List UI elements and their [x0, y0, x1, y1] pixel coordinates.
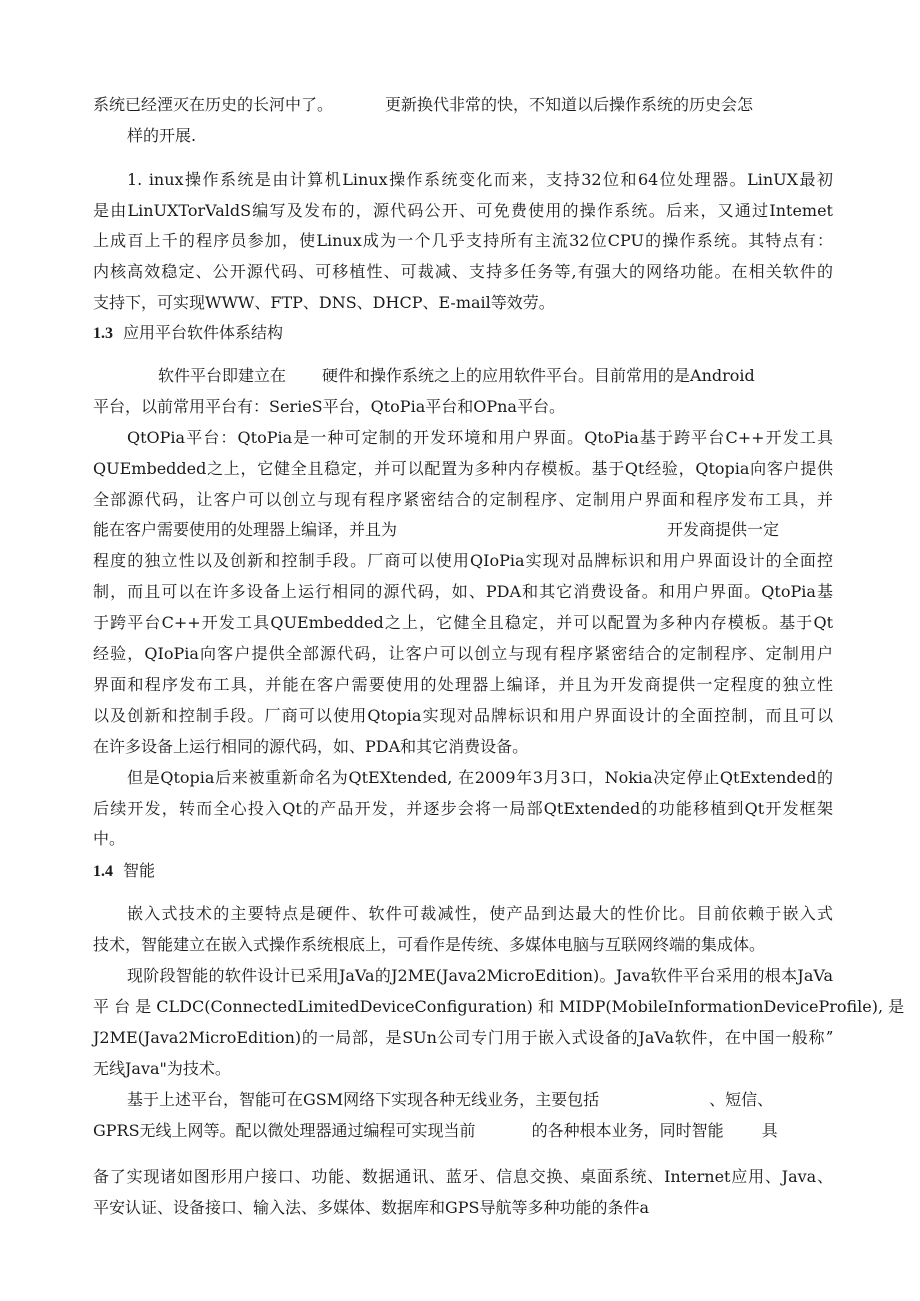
paragraph-line: 技术，智能建立在嵌入式操作系统根底上，可看作是传统、多媒体电脑与互联网终端的集成体。: [93, 935, 766, 954]
paragraph-line: 以及创新和控制手段。厂商可以使用Qtopia实现对品牌标识和用户界面设计的全面控制，而且可以: [93, 706, 833, 725]
paragraph-line: 后续开发，转而全心投入Qt的产品开发，并逐步会将一局部QtExtended的功能移植到Qt开发框架: [93, 799, 833, 818]
paragraph-line: 备了实现诸如图形用户接口、功能、数据通讯、蓝牙、信息交换、桌面系统、Internet应用、Java、: [93, 1167, 833, 1186]
paragraph-line: 程度的独立性以及创新和控制手段。厂商可以使用QIoPia实现对品牌标识和用户界面设计的全面控: [93, 551, 833, 570]
paragraph-line: 在许多设备上运行相同的源代码，如、PDA和其它消费设备。: [93, 737, 529, 756]
paragraph-line: J2ME(Java2MicroEdition)的一局部，是SUn公司专门用于嵌入式设备的JaVa软件，在中国一般称ˮ: [93, 1028, 833, 1047]
paragraph-line: 于跨平台C++开发工具QUEmbedded之上，它健全且稳定，并可以配置为多种内存模板。基于Qt: [93, 613, 833, 632]
paragraph-line: 经验，QIoPia向客户提供全部源代码，让客户可以创立与现有程序紧密结合的定制程序、定制用户: [93, 644, 833, 663]
paragraph-line: 上成百上千的程序员参加，使Linux成为一个几乎支持所有主流32位CPU的操作系统。其特点有：: [93, 231, 833, 250]
paragraph-line: 是由LinUXTorValdS编写及发布的，源代码公开、可免费使用的操作系统。后来，又通过Intemet: [93, 201, 833, 220]
section-heading-1-4: 1.4 智能: [93, 863, 156, 880]
paragraph-line: 嵌入式技术的主要特点是硬件、软件可裁减性，使产品到达最大的性价比。目前依赖于嵌入式: [127, 904, 833, 923]
paragraph-line: 样的开展.: [127, 126, 197, 145]
paragraph-line: 基于上述平台，智能可在GSM网络下实现各种无线业务，主要包括 、短信、: [127, 1090, 774, 1109]
paragraph-line: 平台，以前常用平台有：SerieS平台，QtoPia平台和OPna平台。: [93, 397, 565, 416]
paragraph-line: 系统已经湮灭在历史的长河中了。 更新换代非常的快，不知道以后操作系统的历史会怎: [93, 95, 754, 114]
paragraph-line: 平 台 是 CLDC(ConnectedLimitedDeviceConfiguration) 和 MIDP(MobileInformationDeviceProfile), 是: [93, 997, 905, 1016]
section-heading-1-3: 1.3 应用平台软件体系结构: [93, 325, 284, 342]
paragraph-line: 中。: [93, 829, 126, 848]
paragraph-line: 但是Qtopia后来被重新命名为QtEXtended, 在2009年3月3口，Nokia决定停止QtExtended的: [127, 768, 833, 787]
paragraph-line: 全部源代码，让客户可以创立与现有程序紧密结合的定制程序、定制用户界面和程序发布工具，并: [93, 490, 833, 509]
paragraph-line: 1. inux操作系统是由计算机Linux操作系统变化而来，支持32位和64位处理器。LinUX最初: [127, 170, 833, 189]
paragraph-line: 平安认证、设备接口、输入法、多媒体、数据库和GPS导航等多种功能的条件a: [93, 1198, 650, 1217]
paragraph-line: 支持下，可实现WWW、FTP、DNS、DHCP、E-mail等效劳。: [93, 293, 555, 312]
paragraph-line: 内核高效稳定、公开源代码、可移植性、可裁减、支持多任务等,有强大的网络功能。在相关软件的: [93, 262, 833, 281]
paragraph-line: 无线Java"为技术。: [93, 1059, 231, 1078]
paragraph-line: 界面和程序发布工具，并能在客户需要使用的处理器上编译，并且为开发商提供一定程度的独立性: [93, 675, 833, 694]
paragraph-line: 能在客户需要使用的处理器上编译，并且为 开发商提供一定: [93, 520, 780, 539]
paragraph-line: 软件平台即建立在 硬件和操作系统之上的应用软件平台。目前常用的是Android: [158, 366, 755, 385]
paragraph-line: 现阶段智能的软件设计已采用JaVa的J2ME(Java2MicroEdition)。Java软件平台采用的根本JaVa: [127, 966, 833, 985]
paragraph-line: 制，而且可以在许多设备上运行相同的源代码，如、PDA和其它消费设备。和用户界面。QtoPia基: [93, 582, 833, 601]
paragraph-line: QUEmbedded之上，它健全且稳定，并可以配置为多种内存模板。基于Qt经验，Qtopia向客户提供: [93, 459, 833, 478]
paragraph-line: QtOPia平台：QtoPia是一种可定制的开发环境和用户界面。QtoPia基于跨平台C++开发工具: [127, 428, 833, 447]
paragraph-line: GPRS无线上网等。配以微处理器通过编程可实现当前 的各种根本业务，同时智能 具: [93, 1121, 778, 1140]
